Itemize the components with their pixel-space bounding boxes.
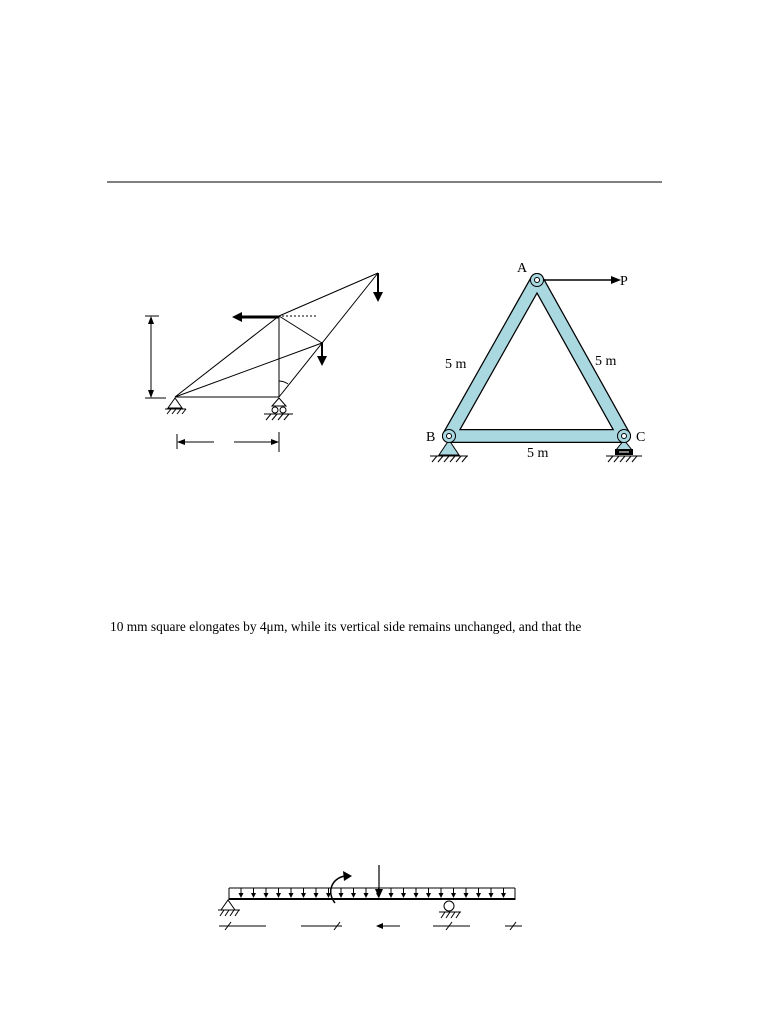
- distributed-load-arrow: [251, 888, 256, 898]
- label-c: C: [636, 430, 646, 445]
- member-long-diagonal: [279, 273, 378, 397]
- beam-pin-support: [218, 900, 240, 916]
- distributed-load-arrow: [476, 888, 481, 898]
- horizontal-load-arrow: [232, 312, 279, 322]
- distributed-load-arrows: [239, 888, 507, 898]
- distributed-load-arrow: [276, 888, 281, 898]
- distributed-load-arrow: [264, 888, 269, 898]
- distributed-load-arrow: [464, 888, 469, 898]
- vertical-dimension: [145, 316, 166, 398]
- joint-pin-b: [443, 430, 456, 443]
- joint-pin-c: [618, 430, 631, 443]
- distributed-load-arrow: [364, 888, 369, 898]
- distributed-load-arrow: [401, 888, 406, 898]
- beam-dimension-line: [219, 922, 522, 930]
- body-text-line: 10 mm square elongates by 4μm, while its vertical side remains unchanged, and that the: [110, 619, 582, 634]
- label-a: A: [517, 261, 528, 276]
- roller-support: [264, 398, 293, 420]
- distributed-load-arrow: [426, 888, 431, 898]
- member-upper-left: [175, 316, 279, 397]
- beam-diagram: [218, 865, 522, 930]
- joint-pin-a: [531, 274, 544, 287]
- triangle-truss-diagram: [426, 261, 645, 462]
- pin-support-b: [430, 440, 468, 462]
- beam-roller-support: [439, 901, 461, 918]
- distributed-load-arrow: [439, 888, 444, 898]
- dimension-ab: 5 m: [445, 357, 467, 372]
- distributed-load-arrow: [489, 888, 494, 898]
- distributed-load-arrow: [414, 888, 419, 898]
- distributed-load-arrow: [339, 888, 344, 898]
- member-short-diagonal: [279, 316, 322, 343]
- label-p: P: [620, 274, 628, 289]
- angle-arc: [279, 381, 288, 384]
- pin-support-left: [165, 398, 186, 414]
- distributed-load-arrow: [451, 888, 456, 898]
- distributed-load-arrow: [501, 888, 506, 898]
- dimension-ac: 5 m: [595, 354, 617, 369]
- left-truss-diagram: [145, 273, 383, 452]
- distributed-load-arrow: [314, 888, 319, 898]
- distributed-load-arrow: [351, 888, 356, 898]
- member-top-chord: [279, 273, 378, 316]
- distributed-load-arrow: [301, 888, 306, 898]
- horizontal-dimension: [177, 432, 279, 452]
- label-b: B: [426, 430, 436, 445]
- distributed-load-arrow: [389, 888, 394, 898]
- distributed-load-arrow: [239, 888, 244, 898]
- dimension-bc: 5 m: [527, 446, 549, 461]
- distributed-load-arrow: [289, 888, 294, 898]
- joint-load-arrow: [317, 342, 327, 366]
- load-p-arrow: [543, 276, 621, 284]
